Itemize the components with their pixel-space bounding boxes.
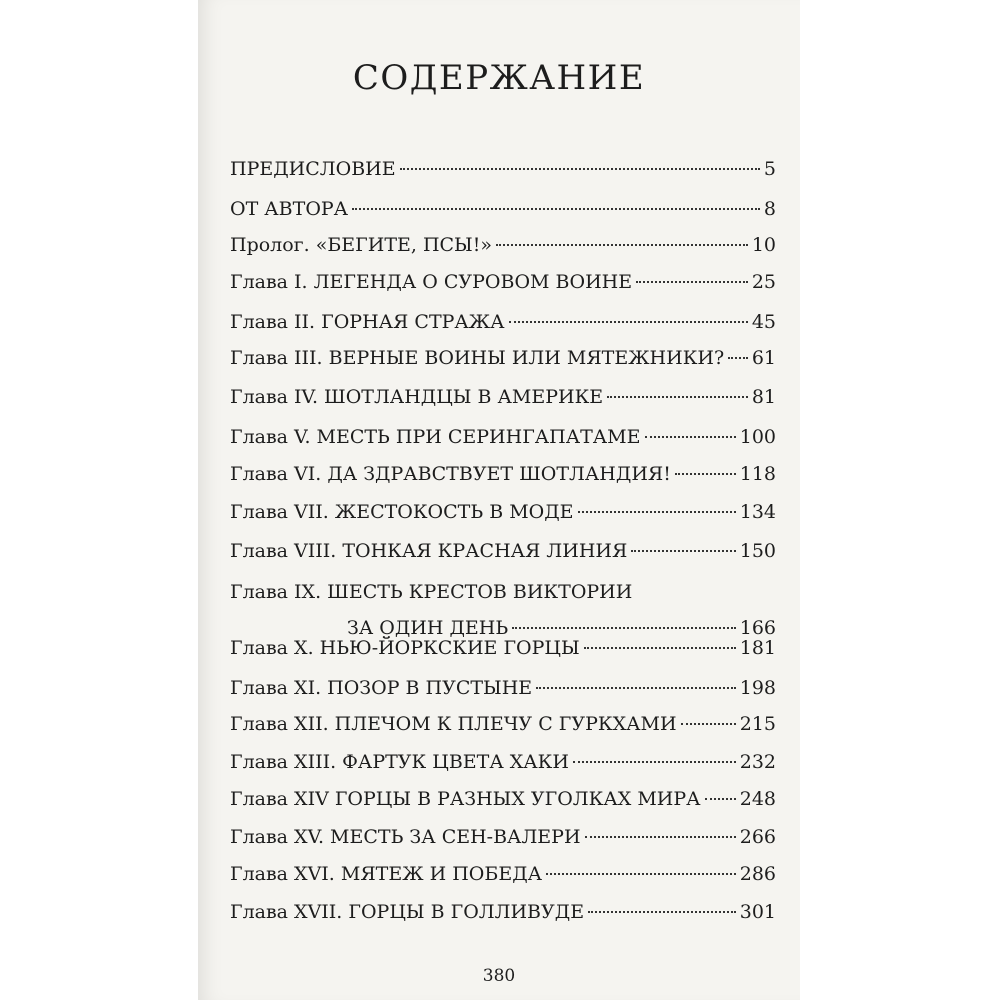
toc-entry-label: Глава I. ЛЕГЕНДА О СУРОВОМ ВОИНЕ: [230, 271, 633, 293]
toc-entry-label: Глава XVI. МЯТЕЖ И ПОБЕДА: [230, 863, 543, 885]
toc-entry-page: 301: [739, 901, 776, 923]
toc-leader-dots: [585, 836, 736, 838]
toc-entry: [230, 270, 776, 294]
toc-entry-page: 232: [739, 751, 776, 773]
toc-leader-dots: [728, 357, 748, 359]
toc-entry-label: Глава XI. ПОЗОР В ПУСТЫНЕ: [230, 677, 533, 699]
toc-leader-dots: [681, 723, 736, 725]
toc-leader-dots: [400, 168, 760, 170]
toc-leader-dots: [536, 687, 736, 689]
toc-entry-page: 248: [739, 788, 776, 810]
toc-entry-label: Глава II. ГОРНАЯ СТРАЖА: [230, 311, 505, 333]
toc-leader-dots: [546, 873, 736, 875]
toc-entry-label: Глава XV. МЕСТЬ ЗА СЕН-ВАЛЕРИ: [230, 826, 581, 848]
toc-entry-page: 5: [763, 158, 776, 180]
toc-entry: [230, 900, 776, 924]
toc-entry: [230, 676, 776, 700]
toc-entry: [230, 862, 776, 886]
toc-entry-page: 286: [739, 863, 776, 885]
toc-entry-page: 166: [739, 617, 776, 639]
toc-entry-label: Глава IV. ШОТЛАНДЦЫ В АМЕРИКЕ: [230, 386, 604, 408]
toc-entry: [230, 310, 776, 334]
toc-entry-page: 266: [739, 826, 776, 848]
toc-entry-page: 45: [751, 311, 776, 333]
toc-leader-dots: [636, 281, 748, 283]
toc-entry: [230, 157, 776, 181]
toc-leader-dots: [509, 321, 748, 323]
toc-entry: [230, 750, 776, 774]
toc-leader-dots: [705, 798, 736, 800]
toc-entry-label: Глава V. МЕСТЬ ПРИ СЕРИНГАПАТАМЕ: [230, 426, 641, 448]
toc-entry-page: 61: [751, 347, 776, 369]
page-title: СОДЕРЖАНИЕ: [352, 58, 646, 98]
toc-entry-label: Глава X. НЬЮ-ЙОРКСКИЕ ГОРЦЫ: [230, 637, 580, 659]
toc-entry-label: Пролог. «БЕГИТЕ, ПСЫ!»: [230, 234, 493, 256]
toc-leader-dots: [584, 647, 736, 649]
toc-entry-page: 25: [751, 271, 776, 293]
toc-entry-label: ОТ АВТОРА: [230, 198, 349, 220]
toc-entry-label: Глава XII. ПЛЕЧОМ К ПЛЕЧУ С ГУРКХАМИ: [230, 713, 677, 735]
toc-entry-page: 181: [739, 637, 776, 659]
toc-leader-dots: [578, 511, 736, 513]
page-number: 380: [482, 966, 516, 986]
toc-entry-label-continued: ЗА ОДИН ДЕНЬ: [347, 617, 509, 639]
toc-entry-page: 150: [739, 540, 776, 562]
toc-entry-label: Глава VII. ЖЕСТОКОСТЬ В МОДЕ: [230, 501, 574, 523]
toc-entry: [230, 787, 776, 811]
toc-leader-dots: [512, 627, 736, 629]
toc-entry-label: ПРЕДИСЛОВИЕ: [230, 158, 396, 180]
toc-leader-dots: [573, 761, 736, 763]
toc-entry-page: 198: [739, 677, 776, 699]
toc-entry-label: Глава XIII. ФАРТУК ЦВЕТА ХАКИ: [230, 751, 569, 773]
toc-entry: [230, 636, 776, 660]
toc-entry: [230, 425, 776, 449]
toc-leader-dots: [645, 436, 736, 438]
toc-entry: [230, 233, 776, 257]
toc-entry-page: 10: [751, 234, 776, 256]
toc-leader-dots: [631, 550, 735, 552]
toc-entry-page: 118: [739, 463, 776, 485]
toc-entry-page: 8: [763, 198, 776, 220]
toc-entry-label: Глава VI. ДА ЗДРАВСТВУЕТ ШОТЛАНДИЯ!: [230, 463, 671, 485]
toc-leader-dots: [352, 208, 760, 210]
toc-entry: [230, 712, 776, 736]
toc-entry-page: 215: [739, 713, 776, 735]
toc-entry-label: Глава XIV ГОРЦЫ В РАЗНЫХ УГОЛКАХ МИРА: [230, 788, 701, 810]
toc-entry: [230, 462, 776, 486]
toc-entry: [230, 500, 776, 524]
toc-entry: [230, 346, 776, 370]
toc-entry-page: 100: [739, 426, 776, 448]
toc-entry-label: Глава IX. ШЕСТЬ КРЕСТОВ ВИКТОРИИ: [230, 581, 633, 603]
toc-leader-dots: [675, 473, 736, 475]
toc-entry-page: 134: [739, 501, 776, 523]
toc-entry: [230, 825, 776, 849]
toc-entry-page: 81: [751, 386, 776, 408]
toc-entry: [230, 385, 776, 409]
book-page: [198, 0, 800, 1000]
toc-entry-label: Глава VIII. ТОНКАЯ КРАСНАЯ ЛИНИЯ: [230, 540, 628, 562]
toc-entry: [230, 197, 776, 221]
toc-leader-dots: [607, 396, 748, 398]
toc-leader-dots: [588, 911, 736, 913]
toc-leader-dots: [496, 244, 748, 246]
toc-entry-label: Глава XVII. ГОРЦЫ В ГОЛЛИВУДЕ: [230, 901, 585, 923]
toc-entry-label: Глава III. ВЕРНЫЕ ВОИНЫ ИЛИ МЯТЕЖНИКИ?: [230, 347, 725, 369]
toc-entry: [230, 539, 776, 563]
